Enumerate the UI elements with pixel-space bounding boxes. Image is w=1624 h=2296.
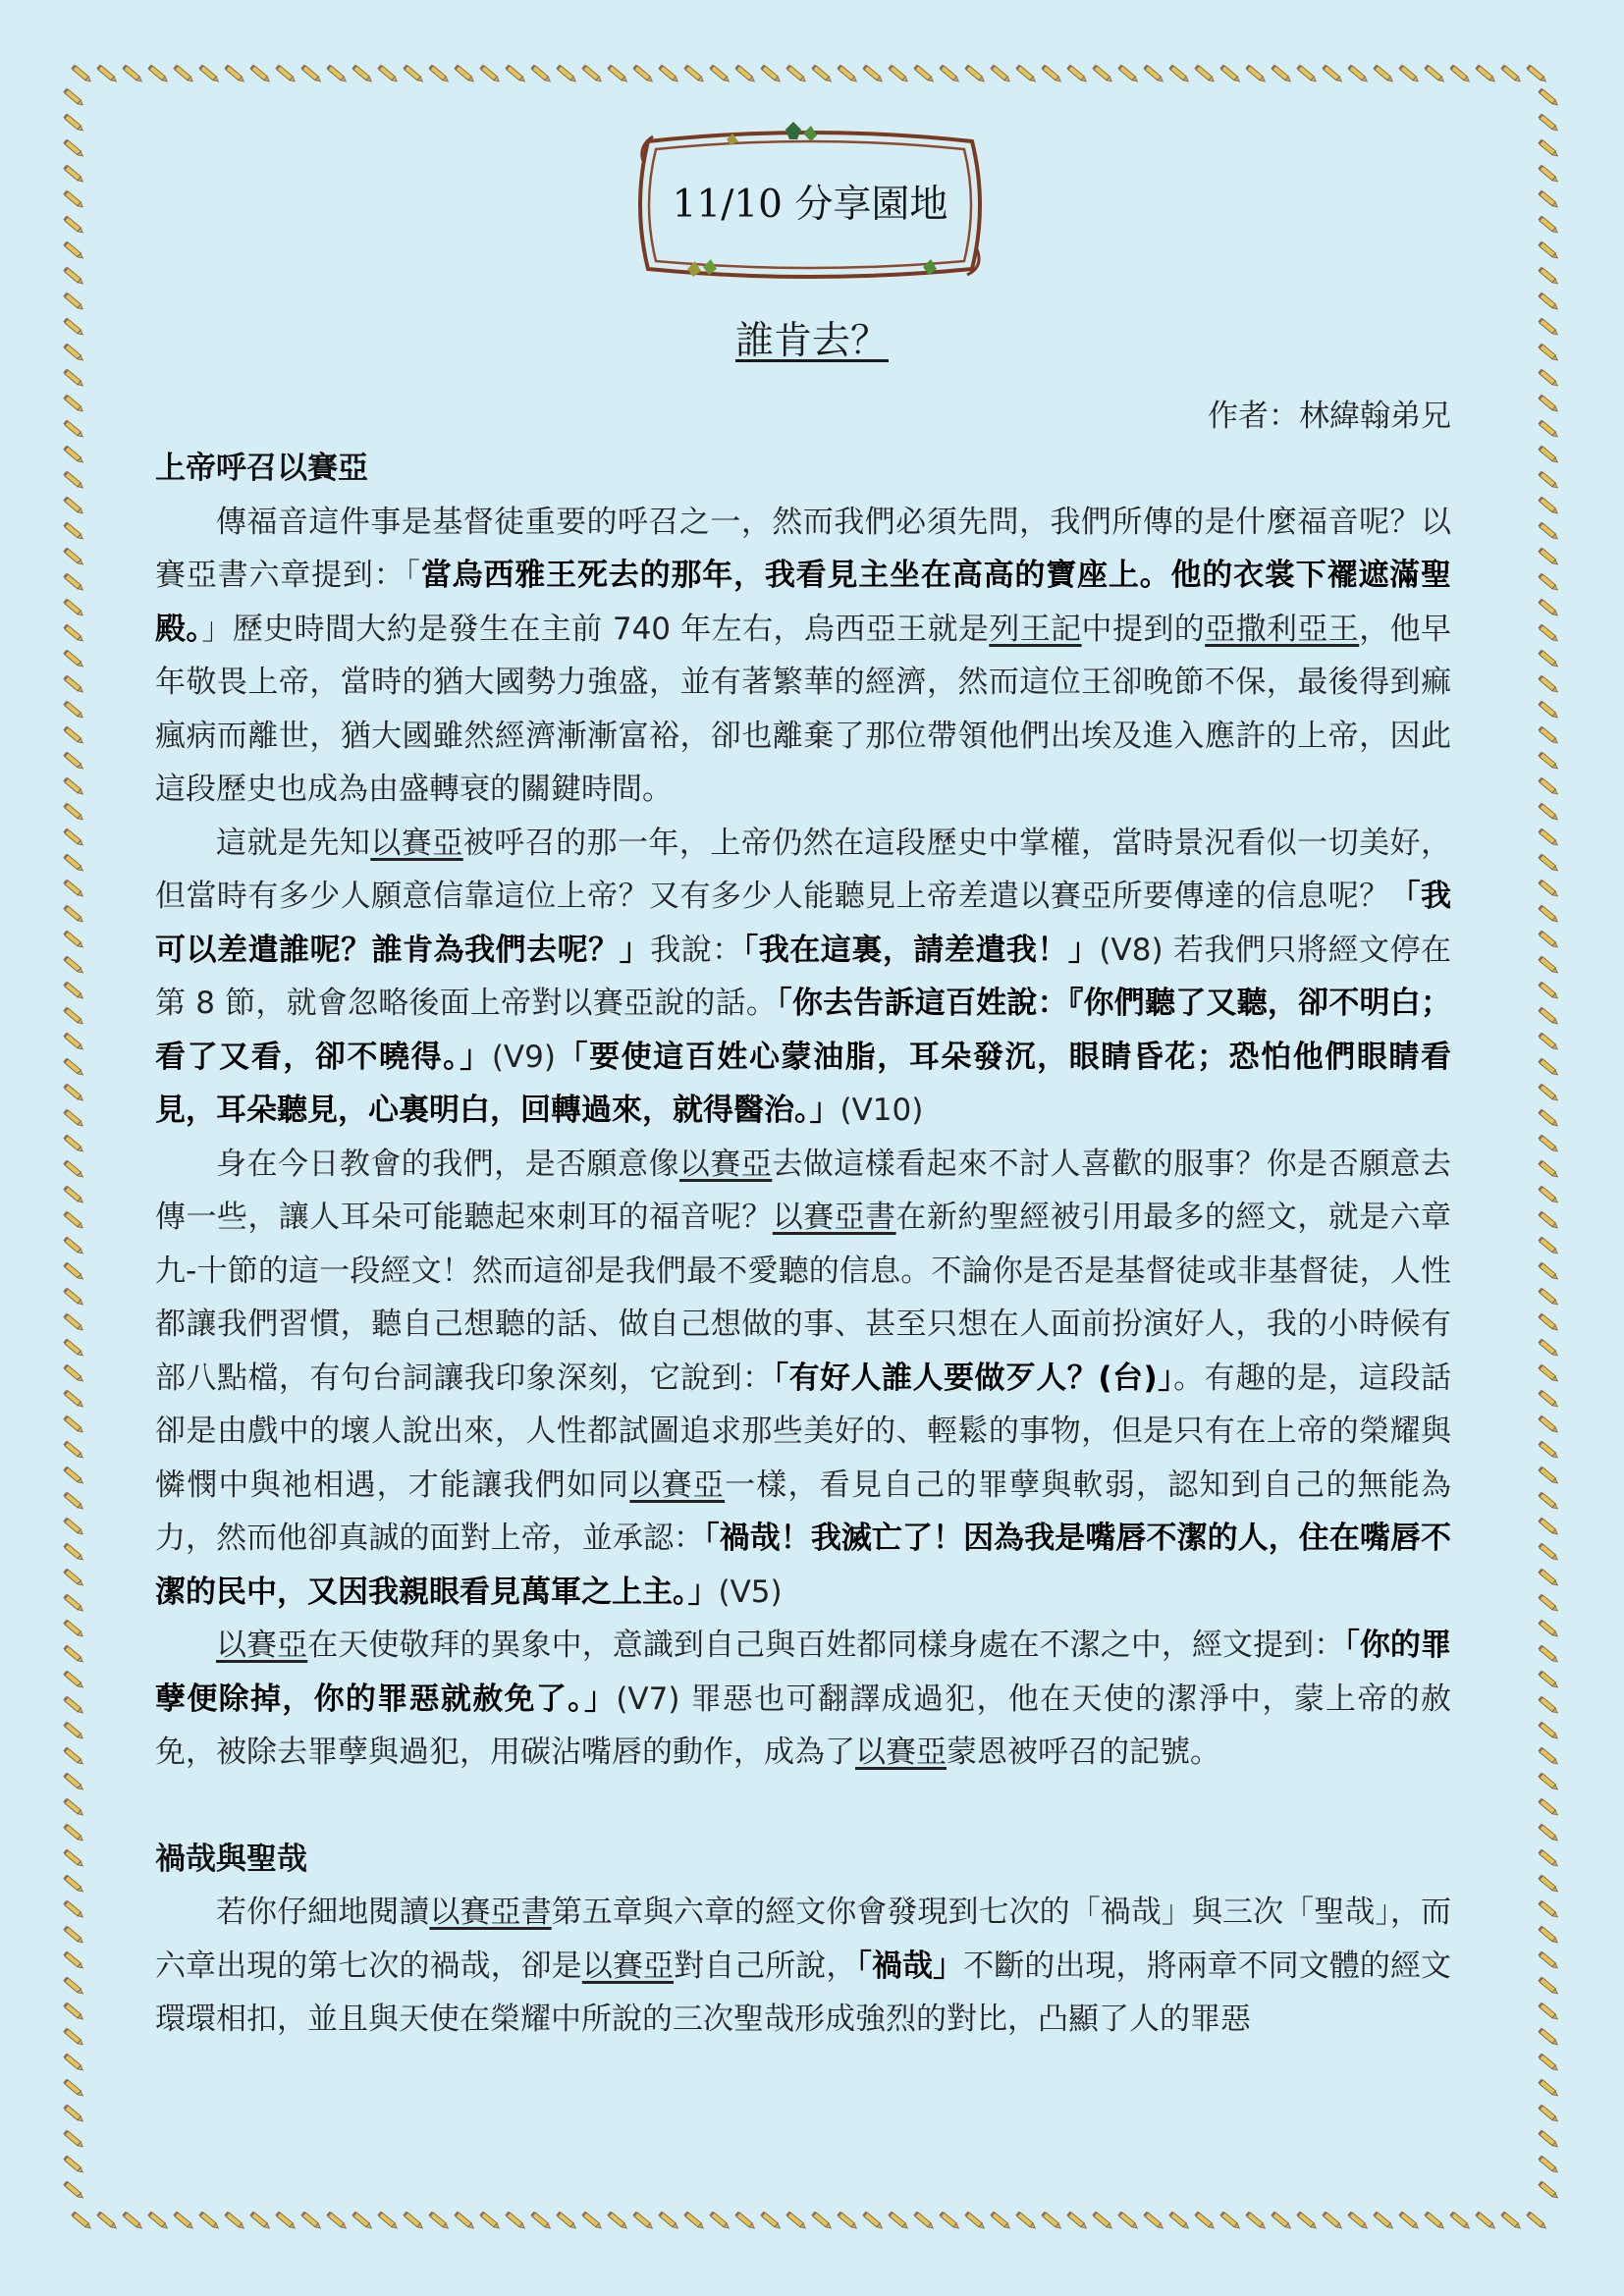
text-run: 這就是先知 — [216, 825, 371, 861]
underlined-name: 以賽亞 — [216, 1628, 308, 1663]
article-title: 誰肯去？ — [734, 319, 889, 363]
scripture-quote: 「我可以差遣誰呢？誰肯為我們去呢？」 — [155, 879, 1452, 968]
scripture-quote: 「禍哉！我滅亡了！因為我是嘴唇不潔的人，住在嘴唇不潔的民中，又因我親眼看見萬軍之上主。」 — [155, 1521, 1452, 1610]
underlined-name: 以賽亞 — [855, 1735, 947, 1770]
text-run: 。有趣的是，這段話卻是由戲中的壞人說出來，人性都試圖追求那些美好的、輕鬆的事物，但是只有在上帝的榮耀與憐憫中與祂相遇，才能讓我們如同 — [155, 1360, 1451, 1503]
scripture-quote: 當烏西雅王死去的那年，我看見主坐在高高的寶座上。他的衣裳下襬遮滿聖殿。 — [155, 558, 1452, 647]
underlined-name: 亞撒利亞王 — [1205, 611, 1360, 647]
text-run: (V10) — [839, 1093, 924, 1128]
underlined-name: 以賽亞書 — [772, 1200, 896, 1235]
text-run: 在天使敬拜的異象中，意識到自己與百姓都同樣身處在不潔之中，經文提到： — [307, 1628, 1345, 1663]
text-run: 我說： — [650, 932, 743, 968]
text-run: 第五章與六章的經文你會發現到七次的「禍哉」與三次「聖哉」，而六章出現的第七次的禍哉，卻是 — [155, 1895, 1451, 1984]
article-body — [155, 442, 1451, 2047]
scripture-quote: 「你去告訴這百姓說：『你們聽了又聽，卻不明白；看了又看，卻不曉得。」 — [155, 986, 1451, 1075]
text-run: (V5) — [718, 1574, 783, 1610]
body-paragraph — [155, 1619, 1451, 1780]
text-run: ，他早年敬畏上帝，當時的猶大國勢力強盛，並有著繁華的經濟，然而這位王卻晚節不保，最後得到痲瘋病而離世，猶大國雖然經濟漸漸富裕，卻也離棄了那位帶領他們出埃及進入應許的上帝，因此這段歷史也成為由盛轉衰的關鍵時間。 — [155, 611, 1452, 807]
text-run: 不斷的出現，將兩章不同文體的經文環環相扣，並且與天使在榮耀中所說的三次聖哉形成強烈的對比，凸顯了人的罪惡 — [155, 1948, 1452, 2037]
text-run: 」歷史時間大約是發生在主前 740 年左右，烏西亞王就是 — [201, 611, 990, 647]
text-run: 身在今日教會的我們，是否願意像 — [216, 1146, 679, 1182]
underlined-name: 以賽亞書 — [429, 1895, 552, 1930]
underlined-name: 以賽亞 — [629, 1467, 726, 1503]
section-heading: 上帝呼召以賽亞 — [155, 451, 368, 486]
text-run: 在新約聖經被引用最多的經文，就是六章九-十節的這一段經文！然而這卻是我們最不愛聽的信息。不論你是否是基督徒或非基督徒，人性都讓我們習慣，聽自己想聽的話、做自己想做的事、甚至只想在人面前扮演好人，我的小時候有部八點檔，有句台詞讓我印象深刻，它說到： — [155, 1200, 1452, 1396]
text-run: 若你仔細地閱讀 — [216, 1895, 430, 1930]
underlined-name: 列王記 — [989, 611, 1082, 647]
scripture-quote: 「你的罪孽便除掉，你的罪惡就赦免了。」 — [155, 1628, 1451, 1717]
text-run: 對自己所說， — [674, 1948, 857, 1984]
text-run: 中提到的 — [1081, 611, 1206, 647]
box-title: 11/10 分享園地 — [672, 183, 948, 227]
body-paragraph — [155, 496, 1451, 817]
scripture-quote: 「我在這裏，請差遣我！」 — [742, 932, 1100, 968]
section-heading: 禍哉與聖哉 — [155, 1841, 307, 1877]
scripture-quote: 「要使這百姓心蒙油脂，耳朵發沉，眼睛昏花；恐怕他們眼睛看見，耳朵聽見，心裏明白，回轉過來，就得醫治。」 — [155, 1039, 1451, 1128]
text-run: 傳福音這件事是基督徒重要的呼召之一，然而我們必須先問，我們所傳的是什麼福音呢？以賽亞書六章提到：「 — [155, 504, 1451, 593]
underlined-name: 以賽亞 — [678, 1146, 773, 1182]
text-run: 一樣，看見自己的罪孽與軟弱，認知到自己的無能為力，然而他卻真誠的面對上帝，並承認： — [155, 1467, 1452, 1556]
underlined-name: 以賽亞 — [370, 825, 463, 861]
text-run: (V7) 罪惡也可翻譯成過犯，他在天使的潔淨中，蒙上帝的赦免，被除去罪孽與過犯，用碳沾嘴唇的動作，成為了 — [155, 1681, 1451, 1770]
text-run: (V8) 若我們只將經文停在第 8 節，就會忽略後面上帝對以賽亞說的話。 — [155, 932, 1452, 1021]
text-run: 蒙恩被呼召的記號。 — [947, 1735, 1220, 1770]
underlined-name: 以賽亞 — [581, 1948, 675, 1984]
text-run: 被呼召的那一年，上帝仍然在這段歷史中掌權，當時景況看似一切美好，但當時有多少人願意信靠這位上帝？又有多少人能聽見上帝差遣以賽亞所要傳達的信息呢？ — [155, 825, 1452, 914]
body-paragraph — [155, 817, 1451, 1138]
text-run: 去做這樣看起來不討人喜歡的服事？你是否願意去傳一些，讓人耳朵可能聽起來刺耳的福音呢？ — [155, 1146, 1452, 1235]
scripture-quote: 「有好人誰人要做歹人？(台)」 — [773, 1360, 1174, 1396]
body-paragraph — [155, 1138, 1451, 1620]
body-paragraph — [155, 1886, 1451, 2047]
author-line: 作者：林緯翰弟兄 — [1208, 399, 1451, 434]
text-run: (V9) — [491, 1039, 556, 1075]
scripture-quote: 「禍哉」 — [856, 1948, 964, 1984]
